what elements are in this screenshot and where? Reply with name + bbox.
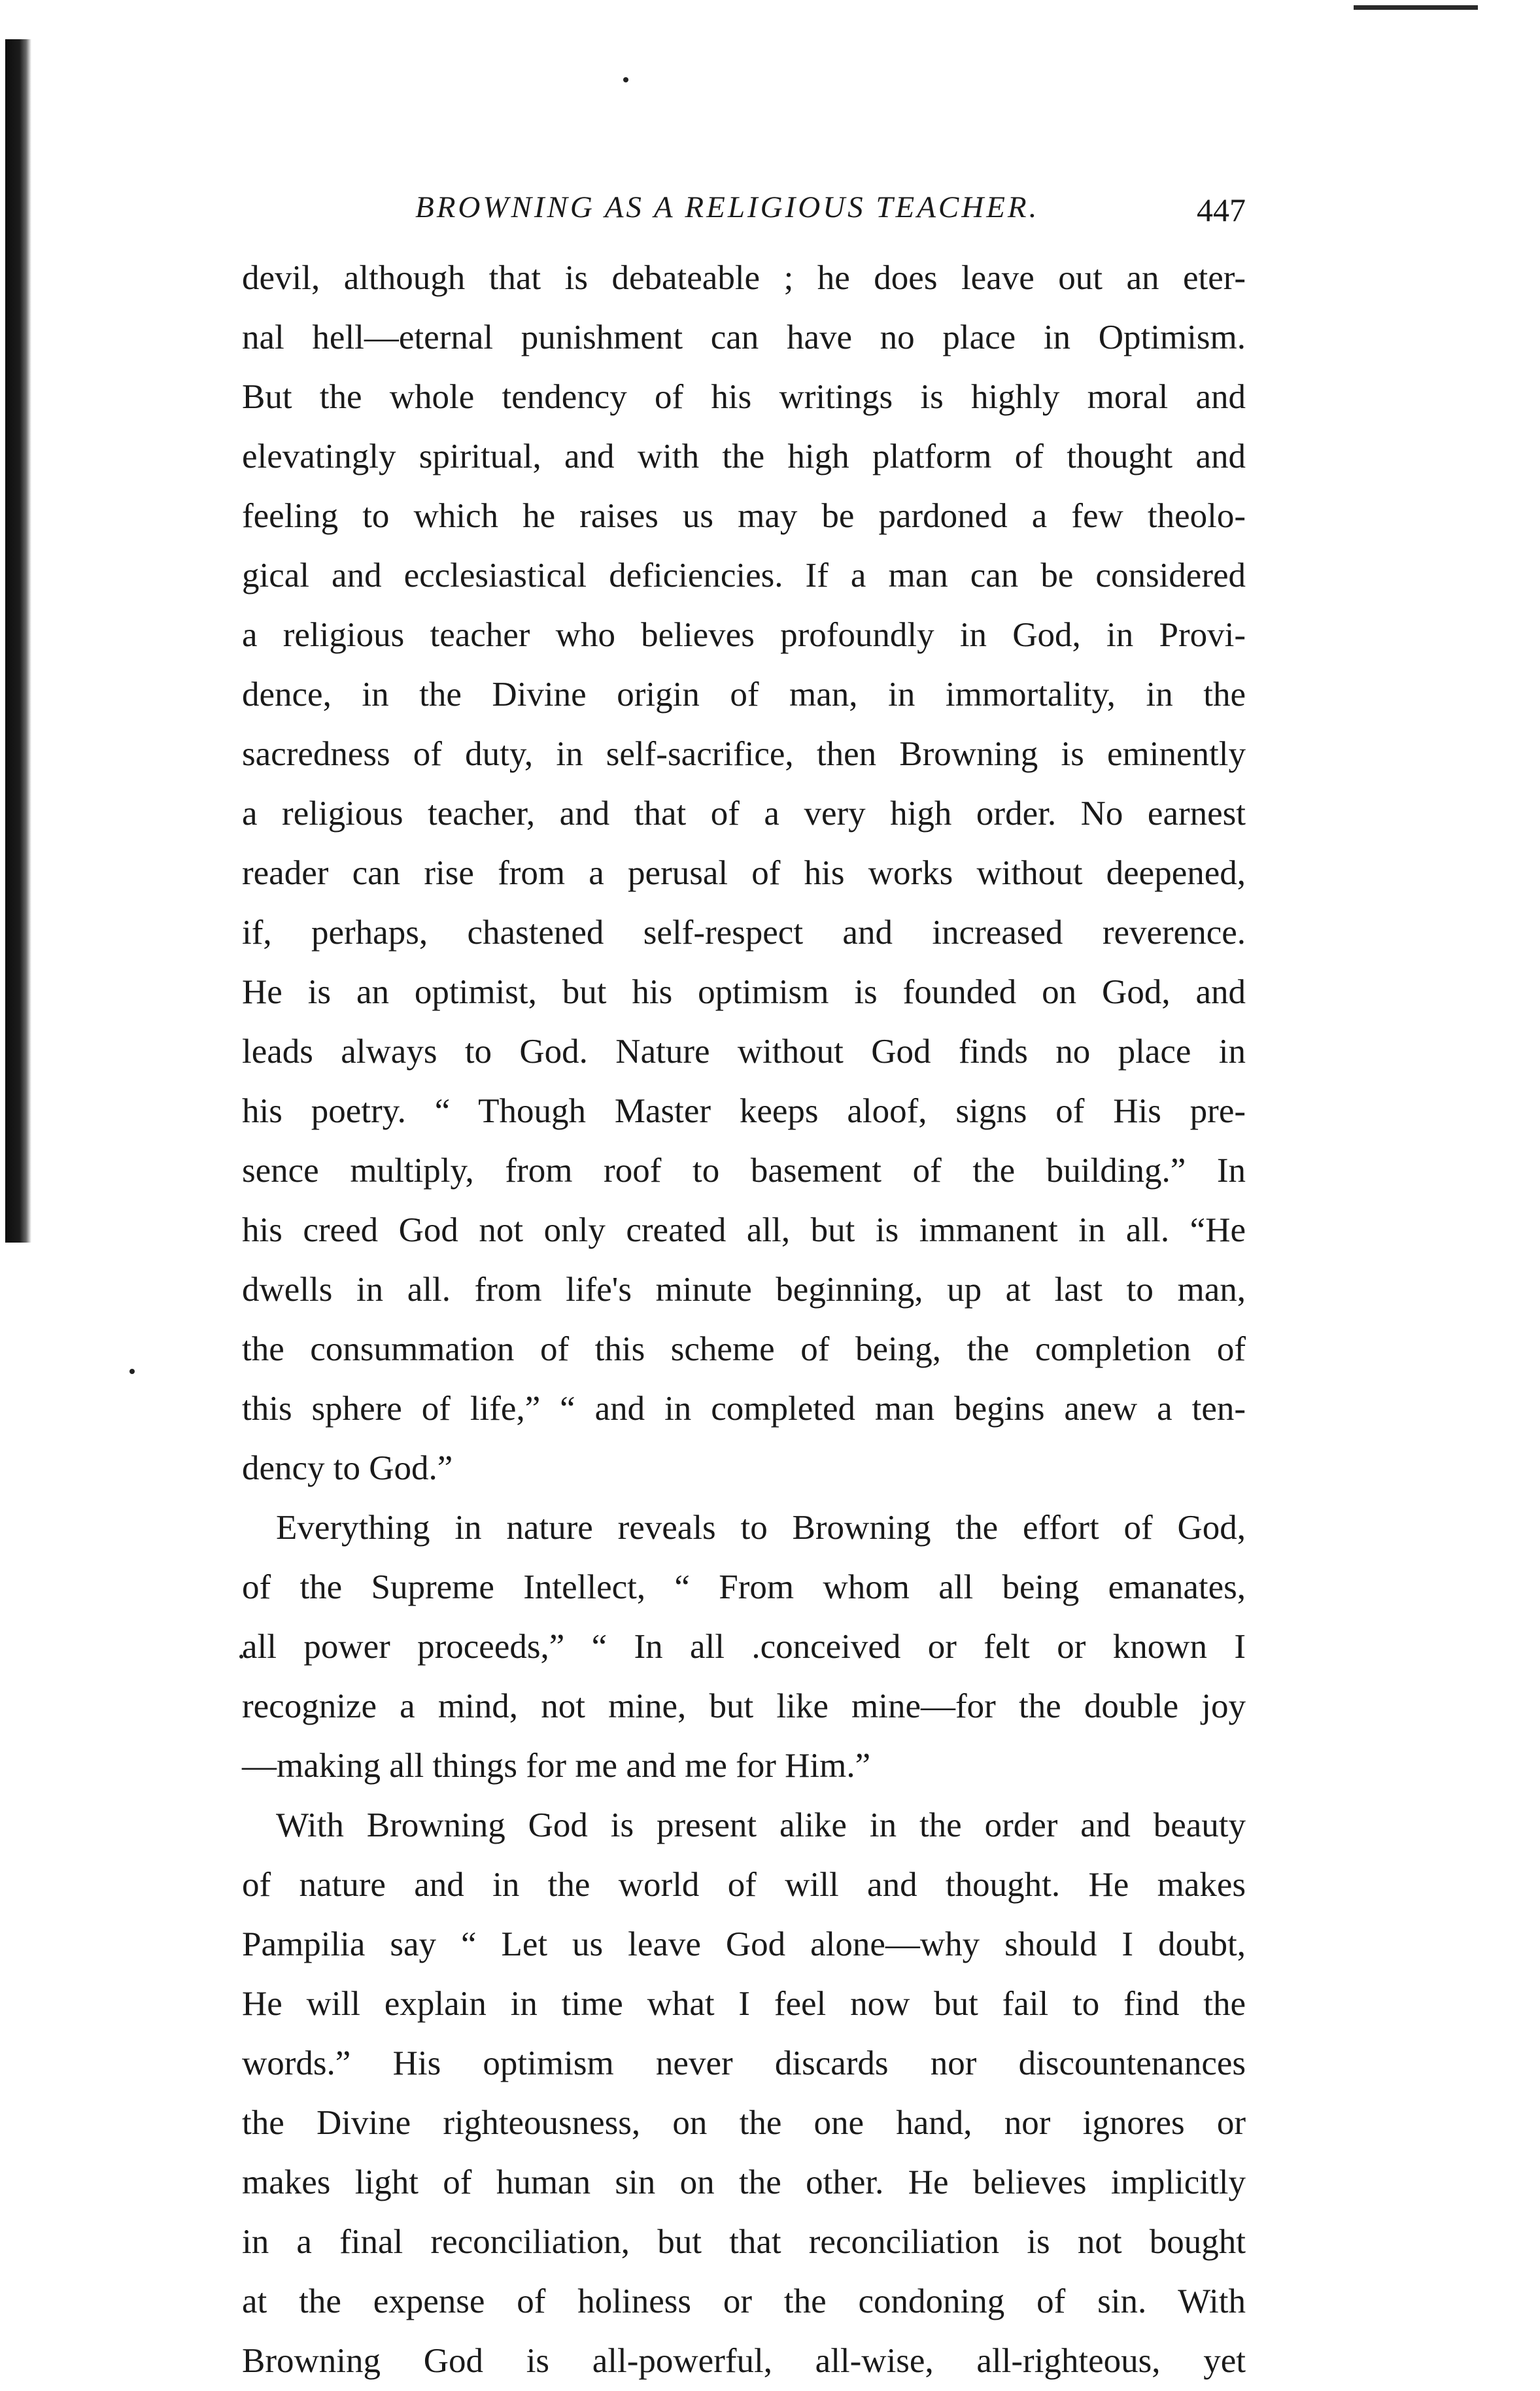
- text-line: recognize a mind, not mine, but like mine—for the double joy: [242, 1687, 1246, 1725]
- scan-edge-shadow: [5, 39, 31, 1243]
- paragraph: [242, 249, 1246, 1498]
- text-line: his poetry. “ Though Master keeps aloof, signs of His pre-: [242, 1092, 1246, 1130]
- text-line: all power proceeds,” “ In all .conceived or felt or known I: [242, 1628, 1246, 1666]
- text-line: He will explain in time what I feel now but fail to find the: [242, 1985, 1246, 2023]
- body-text: [242, 249, 1246, 2391]
- text-line: With Browning God is present alike in the order and beauty: [276, 1806, 1246, 1844]
- text-line: sence multiply, from roof to basement of the building.” In: [242, 1152, 1246, 1190]
- text-line: leads always to God. Nature without God finds no place in: [242, 1033, 1246, 1071]
- text-line: the Divine righteousness, on the one hand, nor ignores or: [242, 2104, 1246, 2142]
- text-line: at the expense of holiness or the condoning of sin. With: [242, 2282, 1246, 2320]
- text-line: feeling to which he raises us may be pardoned a few theolo-: [242, 497, 1246, 535]
- text-line: if, perhaps, chastened self-respect and increased reverence.: [242, 914, 1246, 952]
- running-title: BROWNING AS A RELIGIOUS TEACHER.: [415, 190, 1040, 224]
- text-line: nal hell—eternal punishment can have no place in Optimism.: [242, 318, 1246, 356]
- scan-speck: [129, 1369, 135, 1374]
- text-line: makes light of human sin on the other. He believes implicitly: [242, 2163, 1246, 2201]
- text-line: a religious teacher, and that of a very high order. No earnest: [242, 795, 1246, 833]
- text-line: of the Supreme Intellect, “ From whom all being emanates,: [242, 1568, 1246, 1606]
- text-line: dence, in the Divine origin of man, in immortality, in the: [242, 676, 1246, 714]
- text-line: in a final reconciliation, but that reconciliation is not bought: [242, 2223, 1246, 2261]
- text-line: Browning God is all-powerful, all-wise, all-righteous, yet: [242, 2342, 1246, 2380]
- text-line: the consummation of this scheme of being, the completion of: [242, 1330, 1246, 1368]
- text-line: this sphere of life,” “ and in completed man begins anew a ten-: [242, 1390, 1246, 1428]
- text-line: words.” His optimism never discards nor discountenances: [242, 2044, 1246, 2082]
- text-line: reader can rise from a perusal of his works without deepened,: [242, 854, 1246, 892]
- paragraph: [242, 1796, 1246, 2391]
- text-line: of nature and in the world of will and thought. He makes: [242, 1866, 1246, 1904]
- text-line: dency to God.”: [242, 1449, 453, 1487]
- text-line: his creed God not only created all, but is immanent in all. “He: [242, 1211, 1246, 1249]
- text-line: sacredness of duty, in self-sacrifice, then Browning is eminently: [242, 735, 1246, 773]
- text-line: Pampilia say “ Let us leave God alone—why should I doubt,: [242, 1925, 1246, 1963]
- text-line: But the whole tendency of his writings is highly moral and: [242, 378, 1246, 416]
- page-number: 447: [1197, 192, 1246, 228]
- text-line: gical and ecclesiastical deficiencies. If a man can be considered: [242, 557, 1246, 594]
- text-line: —making all things for me and me for Him.”: [242, 1747, 871, 1785]
- running-header: [245, 190, 1246, 242]
- text-line: elevatingly spiritual, and with the high platform of thought and: [242, 438, 1246, 475]
- paragraph: [242, 1498, 1246, 1796]
- top-edge-rule: [1354, 5, 1478, 10]
- scan-speck: [623, 77, 628, 82]
- text-line: devil, although that is debateable ; he does leave out an eter-: [242, 259, 1246, 297]
- text-line: dwells in all. from life's minute beginning, up at last to man,: [242, 1271, 1246, 1309]
- text-line: Everything in nature reveals to Browning the effort of God,: [276, 1509, 1246, 1547]
- text-line: a religious teacher who believes profoundly in God, in Provi-: [242, 616, 1246, 654]
- text-line: He is an optimist, but his optimism is founded on God, and: [242, 973, 1246, 1011]
